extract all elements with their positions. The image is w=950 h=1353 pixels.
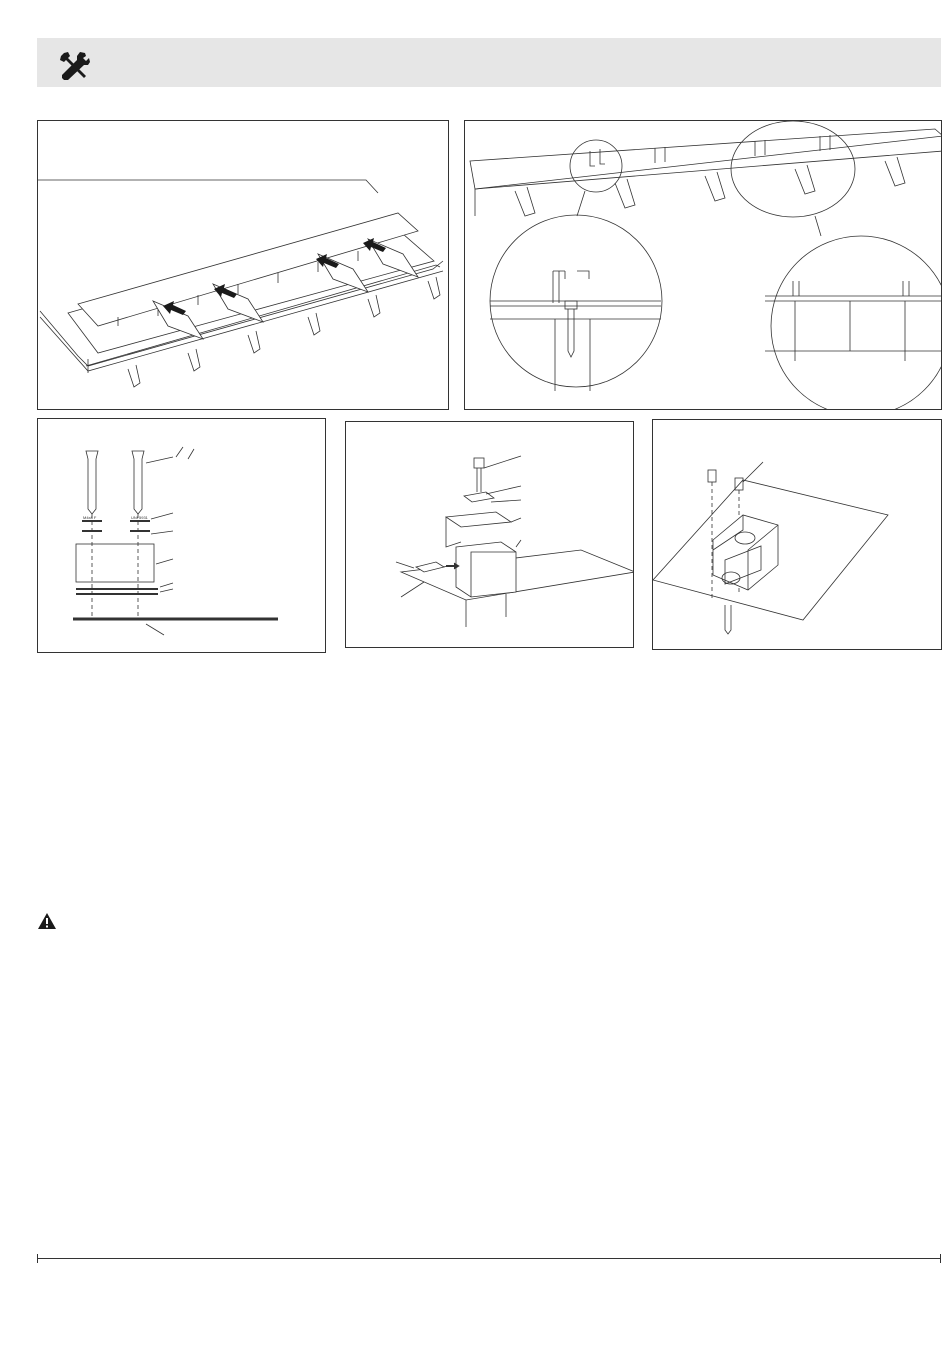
- figure-bracket-assembled: [652, 419, 942, 650]
- header-bar: [37, 38, 941, 87]
- figure-rail-detail: [464, 120, 942, 410]
- figure-exploded-bracket: [345, 421, 634, 648]
- footer-rule: [37, 1258, 941, 1259]
- figure-schematic: [37, 418, 326, 653]
- label-right: UNI 5931: [131, 515, 148, 520]
- footer-tick-left: [37, 1254, 38, 1263]
- tools-icon: [58, 49, 92, 83]
- warning-icon: [37, 912, 57, 930]
- figure-roof-shingles: [37, 120, 449, 410]
- label-left: M4x8 F: [83, 515, 97, 520]
- footer-tick-right: [940, 1254, 941, 1263]
